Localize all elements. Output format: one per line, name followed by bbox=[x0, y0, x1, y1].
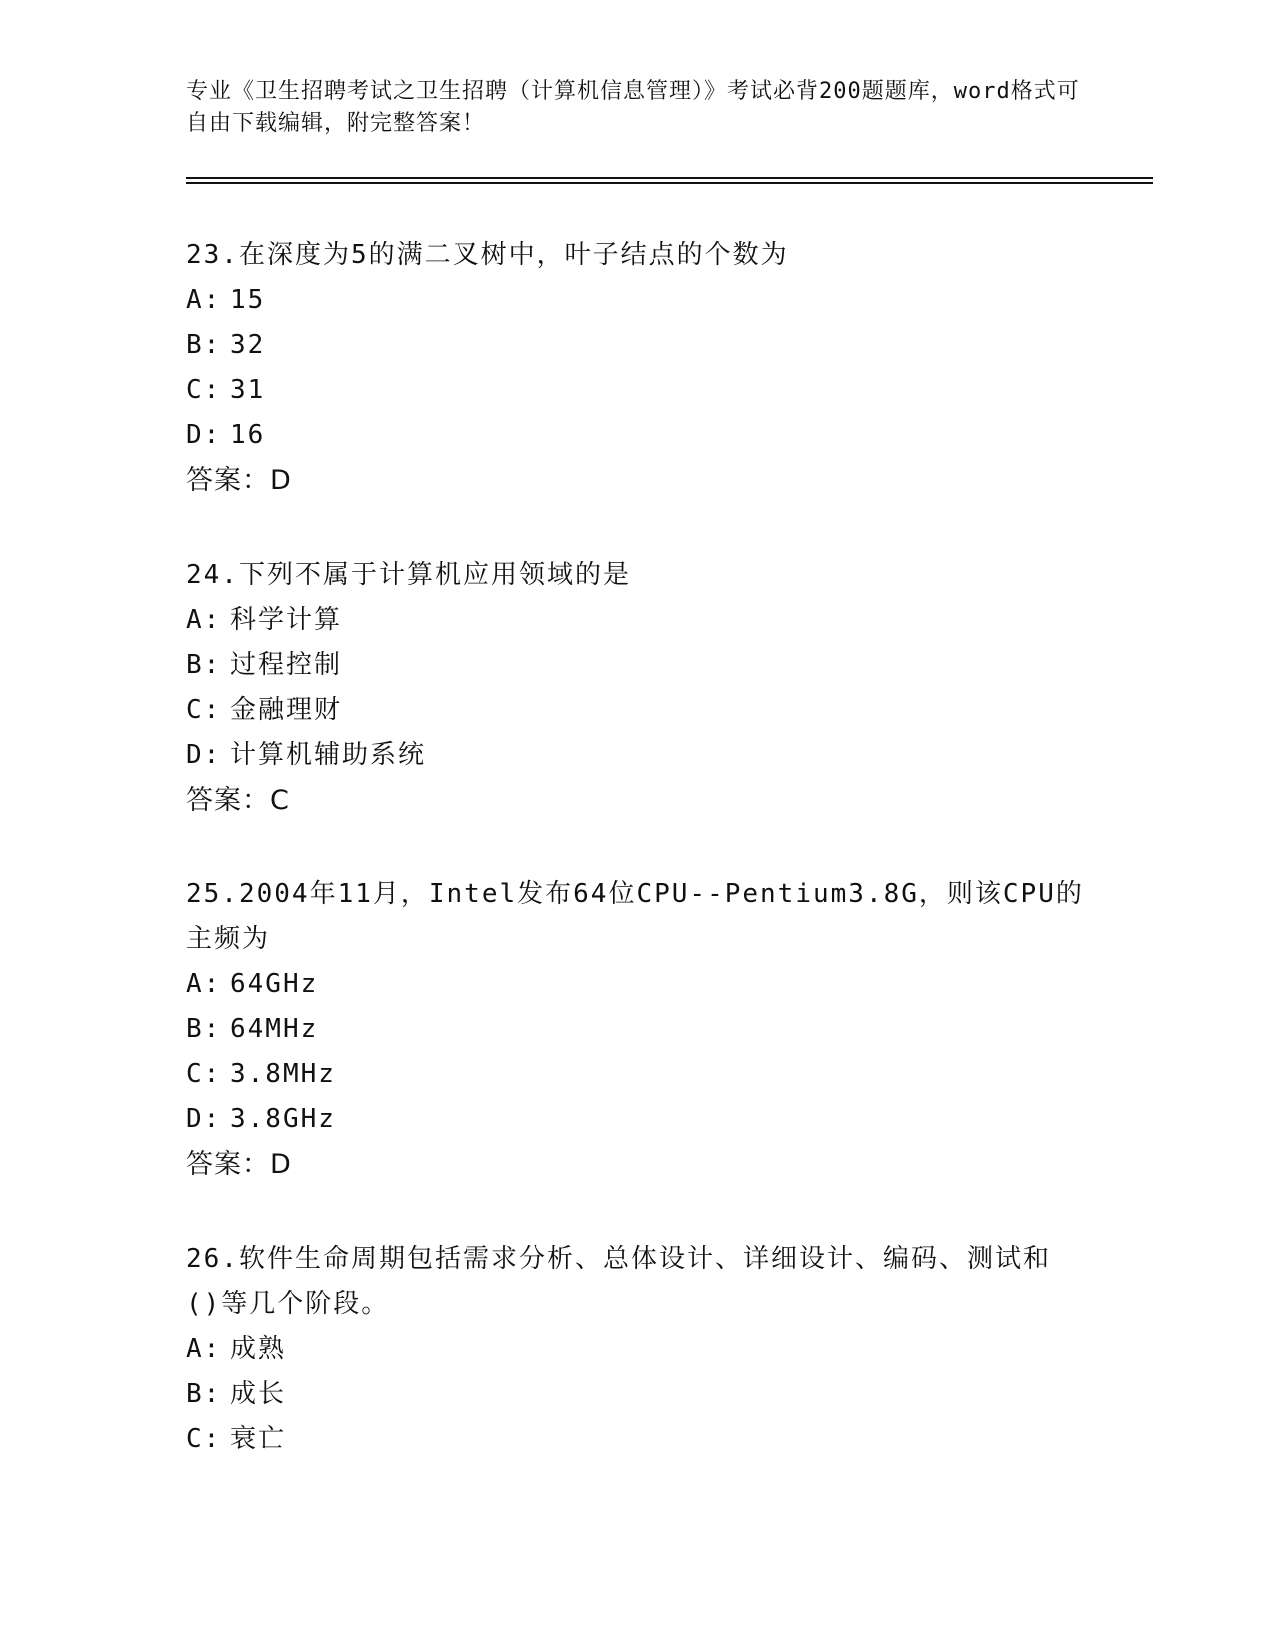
option-text: 过程控制 bbox=[230, 650, 343, 680]
option-text: 成长 bbox=[230, 1379, 287, 1409]
option-c bbox=[186, 1052, 1086, 1097]
option-text: 3.8MHz bbox=[230, 1059, 336, 1089]
option-d bbox=[186, 1097, 1086, 1142]
option-text: 16 bbox=[230, 420, 266, 450]
option-letter: D: bbox=[186, 420, 222, 450]
question-23 bbox=[186, 233, 1086, 503]
option-letter: A: bbox=[186, 969, 222, 999]
option-text: 31 bbox=[230, 375, 266, 405]
option-letter: C: bbox=[186, 695, 222, 725]
option-c bbox=[186, 1417, 1086, 1462]
option-letter: B: bbox=[186, 330, 222, 360]
question-26 bbox=[186, 1237, 1086, 1462]
option-text: 64GHz bbox=[230, 969, 319, 999]
option-letter: D: bbox=[186, 1104, 222, 1134]
answer-line: 答案：D bbox=[186, 465, 292, 496]
question-stem: 24.下列不属于计算机应用领域的是 bbox=[186, 560, 631, 590]
option-text: 成熟 bbox=[230, 1334, 287, 1364]
answer-line: 答案：C bbox=[186, 785, 290, 816]
option-letter: B: bbox=[186, 1014, 222, 1044]
question-25 bbox=[186, 872, 1086, 1187]
option-letter: A: bbox=[186, 1334, 222, 1364]
question-24 bbox=[186, 553, 1086, 823]
option-b bbox=[186, 1372, 1086, 1417]
header-rule-bottom bbox=[186, 182, 1153, 184]
option-letter: B: bbox=[186, 650, 222, 680]
option-a bbox=[186, 1327, 1086, 1372]
option-b bbox=[186, 643, 1086, 688]
option-text: 64MHz bbox=[230, 1014, 319, 1044]
option-text: 3.8GHz bbox=[230, 1104, 336, 1134]
option-letter: A: bbox=[186, 605, 222, 635]
option-text: 32 bbox=[230, 330, 266, 360]
option-b bbox=[186, 1007, 1086, 1052]
document-header: 专业《卫生招聘考试之卫生招聘（计算机信息管理）》考试必背200题题库，word格式可自由下载编辑，附完整答案！ bbox=[186, 79, 1080, 136]
question-stem: 25.2004年11月，Intel发布64位CPU--Pentium3.8G，则该CPU的主频为 bbox=[186, 879, 1084, 954]
option-c bbox=[186, 688, 1086, 733]
question-stem: 23.在深度为5的满二叉树中，叶子结点的个数为 bbox=[186, 240, 789, 270]
option-a bbox=[186, 278, 1086, 323]
option-text: 计算机辅助系统 bbox=[230, 740, 427, 770]
option-text: 衰亡 bbox=[230, 1424, 287, 1454]
option-a bbox=[186, 598, 1086, 643]
option-a bbox=[186, 962, 1086, 1007]
option-b bbox=[186, 323, 1086, 368]
option-text: 金融理财 bbox=[230, 695, 343, 725]
option-letter: C: bbox=[186, 1059, 222, 1089]
option-c bbox=[186, 368, 1086, 413]
option-letter: C: bbox=[186, 375, 222, 405]
option-letter: B: bbox=[186, 1379, 222, 1409]
option-d bbox=[186, 733, 1086, 778]
answer-line: 答案：D bbox=[186, 1149, 292, 1180]
option-letter: D: bbox=[186, 740, 222, 770]
question-stem: 26.软件生命周期包括需求分析、总体设计、详细设计、编码、测试和()等几个阶段。 bbox=[186, 1244, 1051, 1319]
header-rule-top bbox=[186, 177, 1153, 179]
option-text: 15 bbox=[230, 285, 266, 315]
option-letter: C: bbox=[186, 1424, 222, 1454]
option-text: 科学计算 bbox=[230, 605, 343, 635]
option-d bbox=[186, 413, 1086, 458]
option-letter: A: bbox=[186, 285, 222, 315]
